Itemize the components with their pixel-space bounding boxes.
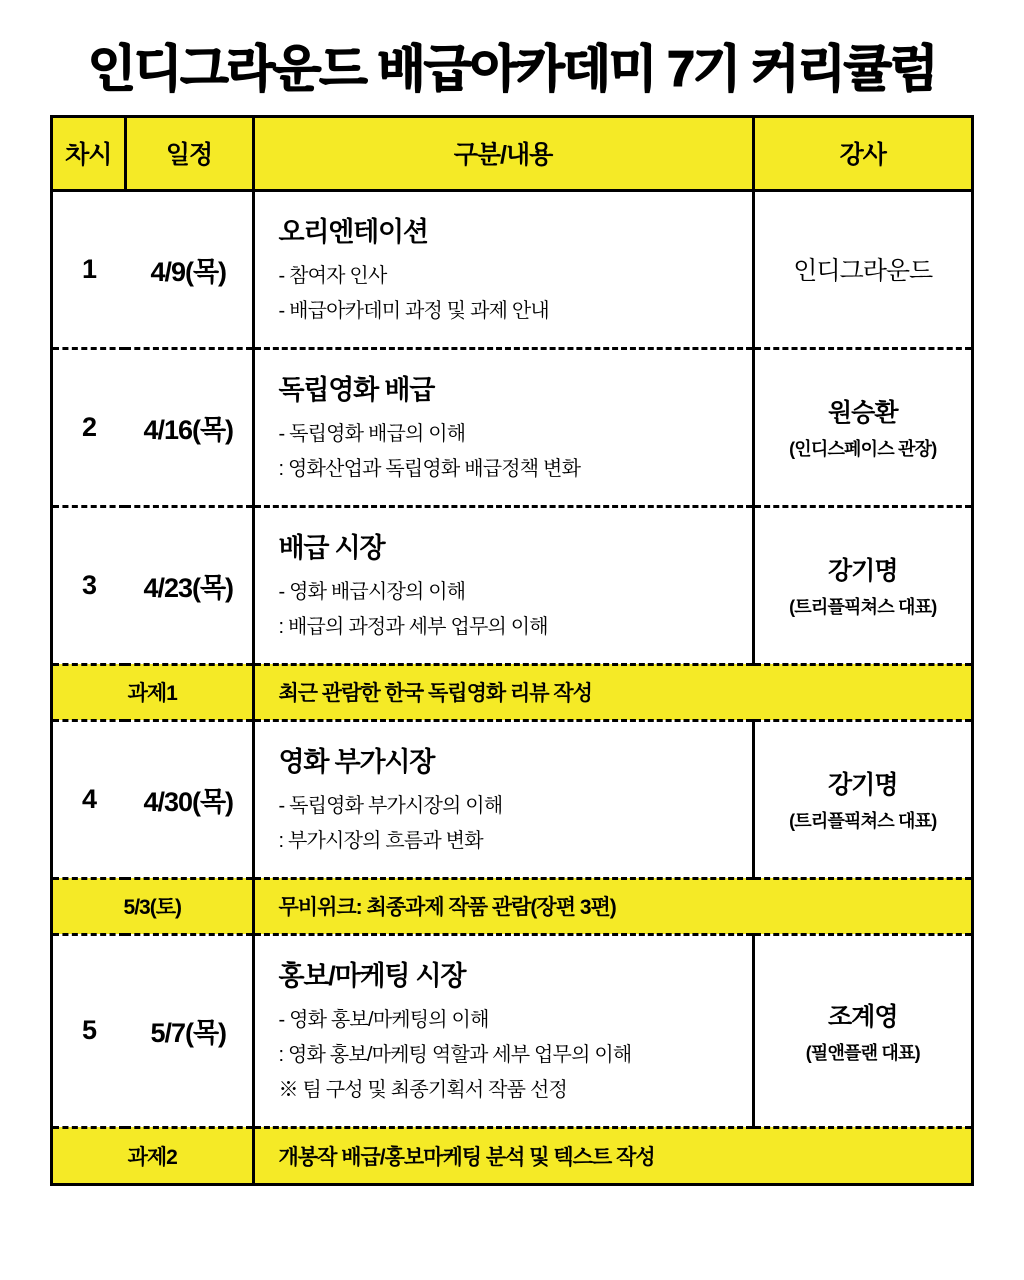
session-detail-line: : 부가시장의 흐름과 변화 <box>278 829 483 852</box>
instructor-org: (인디스페이스 관장) <box>789 439 937 459</box>
session-instructor <box>753 348 971 506</box>
session-instructor <box>753 934 971 1127</box>
instructor-name: 강기명 <box>828 557 898 585</box>
session-number: 4 <box>53 720 125 878</box>
table-row <box>53 934 971 1127</box>
session-heading: 독립영화 배급 <box>278 374 435 405</box>
instructor-name: 인디그라운드 <box>793 257 933 285</box>
session-content <box>253 506 753 664</box>
session-detail-line: : 영화산업과 독립영화 배급정책 변화 <box>278 457 581 480</box>
session-detail-line: - 독립영화 부가시장의 이해 <box>278 794 503 817</box>
session-number: 1 <box>53 190 125 348</box>
session-detail-line: - 영화 배급시장의 이해 <box>278 580 466 603</box>
session-detail-line: - 영화 홍보/마케팅의 이해 <box>278 1008 489 1031</box>
instructor-name: 조계영 <box>828 1002 898 1031</box>
column-header-content: 구분/내용 <box>253 118 753 190</box>
session-detail-line: : 배급의 과정과 세부 업무의 이해 <box>278 615 548 638</box>
curriculum-table <box>53 118 971 1183</box>
session-detail-line: : 영화 홍보/마케팅 역할과 세부 업무의 이해 <box>278 1043 632 1066</box>
column-header-date: 일정 <box>125 118 253 190</box>
session-detail-line: - 참여자 인사 <box>278 264 387 287</box>
session-content <box>253 720 753 878</box>
session-date: 5/7(목) <box>125 934 253 1127</box>
session-number: 3 <box>53 506 125 664</box>
assignment-text: 최근 관람한 한국 독립영화 리뷰 작성 <box>253 664 971 720</box>
session-instructor <box>753 506 971 664</box>
table-row <box>53 720 971 878</box>
table-row <box>53 190 971 348</box>
curriculum-table-wrapper <box>50 115 974 1186</box>
instructor-org: (트리플픽쳐스 대표) <box>789 811 937 831</box>
session-heading: 영화 부가시장 <box>278 746 435 777</box>
event-date-label: 5/3(토) <box>53 878 253 934</box>
column-header-instructor: 강사 <box>753 118 971 190</box>
instructor-name: 원승환 <box>828 399 898 427</box>
session-heading: 배급 시장 <box>278 532 385 563</box>
instructor-org: (필앤플랜 대표) <box>805 1042 920 1063</box>
session-instructor <box>753 720 971 878</box>
session-date: 4/16(목) <box>125 348 253 506</box>
assignment-row <box>53 664 971 720</box>
assignment-text: 개봉작 배급/홍보마케팅 분석 및 텍스트 작성 <box>253 1127 971 1183</box>
session-heading: 홍보/마케팅 시장 <box>278 960 466 991</box>
session-date: 4/9(목) <box>125 190 253 348</box>
session-heading: 오리엔테이션 <box>278 216 428 247</box>
session-content <box>253 348 753 506</box>
assignment-label: 과제1 <box>53 664 253 720</box>
table-header <box>53 118 971 190</box>
session-detail-line: ※ 팀 구성 및 최종기획서 작품 선정 <box>278 1078 567 1101</box>
table-body <box>53 190 971 1183</box>
session-instructor <box>753 190 971 348</box>
session-number: 5 <box>53 934 125 1127</box>
session-content <box>253 934 753 1127</box>
session-content <box>253 190 753 348</box>
session-detail-line: - 독립영화 배급의 이해 <box>278 422 466 445</box>
assignment-row <box>53 1127 971 1183</box>
page-title: 인디그라운드 배급아카데미 7기 커리큘럼 <box>87 41 937 97</box>
instructor-name: 강기명 <box>828 771 898 799</box>
instructor-org: (트리플픽쳐스 대표) <box>789 597 937 617</box>
table-header-row <box>53 118 971 190</box>
assignment-label: 과제2 <box>53 1127 253 1183</box>
event-text: 무비위크: 최종과제 작품 관람(장편 3편) <box>253 878 971 934</box>
table-row <box>53 348 971 506</box>
session-date: 4/30(목) <box>125 720 253 878</box>
session-date: 4/23(목) <box>125 506 253 664</box>
event-row <box>53 878 971 934</box>
session-number: 2 <box>53 348 125 506</box>
column-header-session: 차시 <box>53 118 125 190</box>
table-row <box>53 506 971 664</box>
session-detail-line: - 배급아카데미 과정 및 과제 안내 <box>278 299 549 322</box>
